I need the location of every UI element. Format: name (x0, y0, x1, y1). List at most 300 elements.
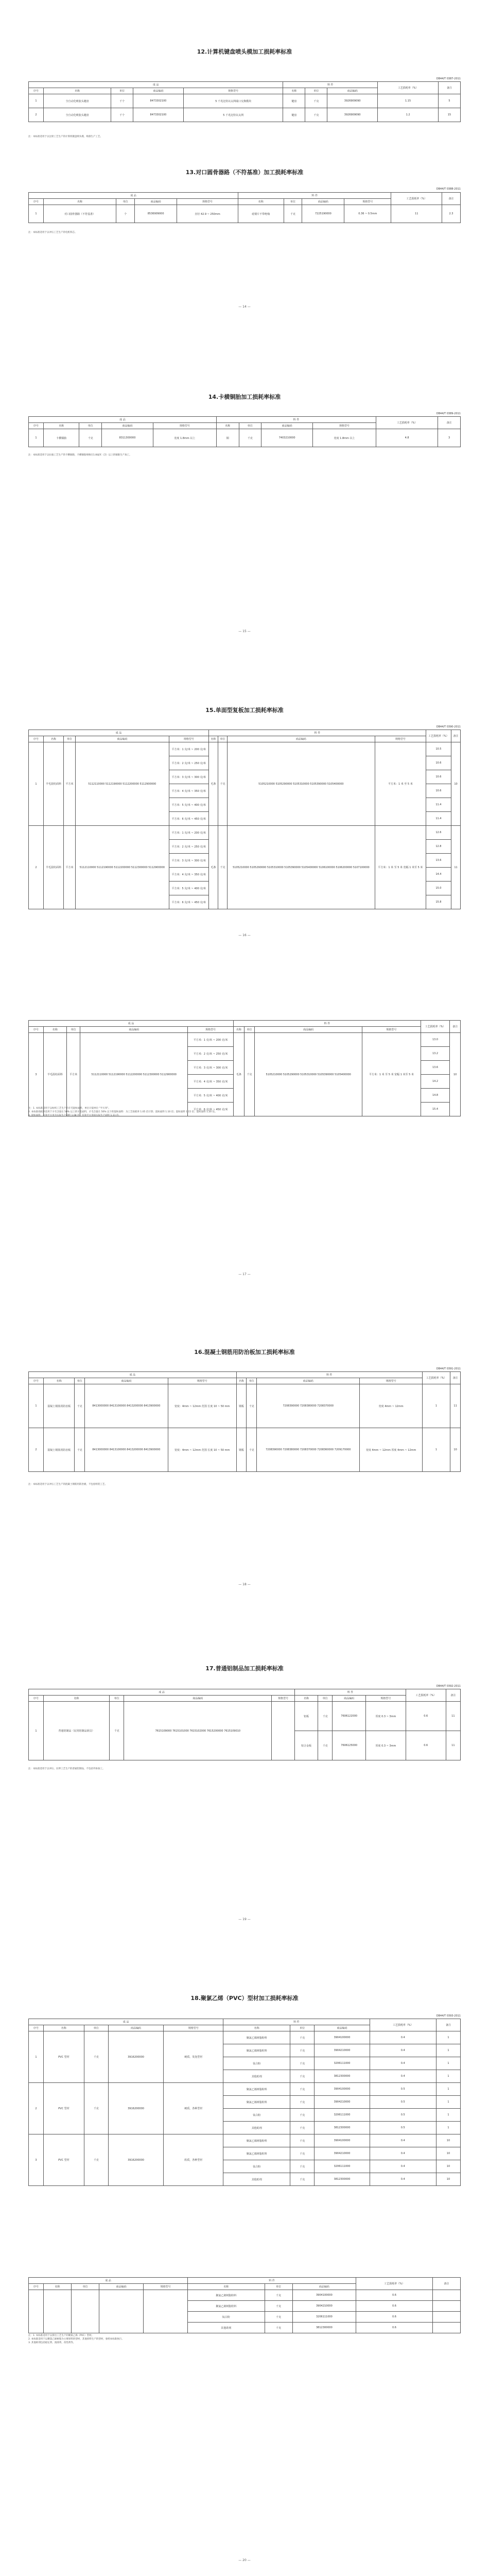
cell-loss: 0.6 (406, 1702, 446, 1731)
header-materials: 料 件 (295, 1689, 406, 1696)
cell-loss: 15.0 (426, 882, 451, 895)
header-remark: 备注 (432, 2278, 460, 2290)
cell-loss: 0.4 (370, 2070, 436, 2083)
header-remark: 备注 (450, 1021, 461, 1033)
cell-code: 8413000000 8413100000 8413200000 8413900000 (85, 1428, 168, 1472)
header-spec: 规格型号 (153, 423, 216, 429)
cell-loss: 13.0 (421, 1033, 450, 1047)
cell-material-unit: 千克 (290, 2083, 315, 2096)
header-no: 序号 (29, 736, 44, 742)
header-material-name: 名称 (216, 423, 239, 429)
header-unit: 单位 (66, 1027, 80, 1033)
standard-code: DB44/T 0389-2011 (436, 412, 461, 415)
table-row (29, 736, 461, 742)
table-row (29, 2019, 461, 2025)
cell-remark: 2.3 (442, 205, 461, 223)
header-materials: 料 件 (209, 730, 426, 736)
cell-no: 2 (29, 826, 44, 909)
cell-material-unit: 千克 (218, 826, 228, 909)
header-spec: 规格型号 (144, 2284, 188, 2290)
header-material-unit: 单位 (284, 199, 302, 205)
header-finished: 成 品 (29, 82, 283, 88)
cell-material-spec: 宽度 1.8mm 以上 (313, 429, 376, 447)
header-loss-rate: 工艺损耗率（%） (376, 417, 438, 429)
cell-loss: 0.6 (356, 2301, 433, 2312)
cell-material-name: 其他助剂 (223, 2173, 290, 2186)
header-unit: 单位 (63, 736, 75, 742)
cell-material-unit: 千克 (247, 1384, 257, 1428)
header-name: 名称 (44, 736, 64, 742)
cell-code: 8311300000 (102, 429, 153, 447)
cell-unit: 千个 (111, 94, 133, 108)
cell-spec (272, 1702, 295, 1760)
header-remark: 备注 (436, 2019, 460, 2031)
cell-name: 普通铝制品（民用铝制品厨具） (44, 1702, 110, 1760)
cell-code: 8413000000 8413100000 8413200000 8413900000 (85, 1384, 168, 1428)
header-code: 商品编码 (133, 88, 184, 94)
header-material-spec: 规格型号 (313, 423, 376, 429)
cell-loss: 10.5 (426, 742, 451, 756)
page-number: — 15 — (238, 630, 251, 633)
header-remark: 备注 (451, 730, 461, 742)
page-number: — 17 — (238, 1273, 251, 1276)
cell-code: 7615109000 7615101000 7615102000 7615200000 7615109010 (124, 1702, 272, 1760)
cell-material-name: 钢板 (236, 1384, 247, 1428)
cell-material-code: 3904210000 (315, 2044, 370, 2057)
cell-material-code: 7606122000 (333, 1702, 366, 1731)
cell-spec: 平方米：6 克/米 ~ 450 克/米 (188, 1103, 234, 1116)
header-name: 名称 (44, 1696, 110, 1702)
table-row (29, 1027, 461, 1033)
cell-material-spec: 0.36 ~ 0.5mm (344, 205, 391, 223)
cell-code: 3916200000 (108, 2134, 163, 2186)
cell-unit: 千个 (111, 108, 133, 122)
cell-spec: 宽度：4mm ~ 12mm 范围 长度 10 ~ 50 mm (168, 1428, 236, 1472)
cell-material-code: 7606125000 (333, 1731, 366, 1760)
cell-remark: 1 (436, 2083, 460, 2096)
table-row (29, 82, 461, 88)
header-material-spec: 规格型号 (362, 1027, 421, 1033)
cell-spec: 平方米：3 克/米 ~ 300 克/米 (169, 854, 209, 868)
header-spec: 规格型号 (188, 1027, 234, 1033)
cell-name: 羊毛混纺面料 (44, 742, 64, 826)
header-materials: 料 件 (216, 417, 376, 423)
cell-no: 1 (29, 94, 44, 108)
note-line: 3. 混纺面料，有效平方米为实际生产面积 1.08 倍，有效平方米按实际生产面积 1.11 倍。 (28, 1114, 121, 1117)
cell-loss: 0.6 (356, 2290, 433, 2301)
cell-material-name: 铝合金板 (295, 1731, 318, 1760)
header-material-name: 名称 (238, 199, 284, 205)
cell-unit: 平方米 (66, 1033, 80, 1116)
cell-material-unit: 千克 (290, 2160, 315, 2173)
cell-material-unit: 千克 (290, 2096, 315, 2109)
cell-remark (432, 2312, 460, 2323)
cell-material-code: 3812300000 (292, 2323, 356, 2333)
note-line: 2. 本标准适用于以聚氯乙烯树脂为主要原料的型材，其他原料生产的型材，参照本标准执行。 (28, 2338, 124, 2341)
cell-loss: 0.4 (370, 2173, 436, 2186)
cell-material-name: 钢板 (236, 1428, 247, 1472)
header-unit: 单位 (116, 199, 135, 205)
cell-code: 8473302100 (133, 94, 184, 108)
cell-spec: 平方米：5 克/米 ~ 400 克/米 (169, 798, 209, 812)
cell-loss: 0.4 (370, 2147, 436, 2160)
cell-name (44, 2290, 72, 2333)
page-number: — 19 — (238, 1918, 251, 1921)
standard-code: DB44/T 0388-2011 (436, 188, 461, 191)
header-material-code: 商品编码 (302, 199, 344, 205)
cell-code: 3916200000 (108, 2083, 163, 2134)
cell-no: 3 (29, 2134, 44, 2186)
header-spec: 规格型号 (164, 2025, 223, 2031)
header-material-unit: 单位 (290, 2025, 315, 2031)
cell-material-unit: 千克 (305, 94, 327, 108)
table-note: 注：本标准适用于以拉拔工艺生产的卡横铜胎，卡横铜胎规格在1.8毫米（含）以上的铜胎生产加工。 (28, 454, 132, 456)
header-spec: 规格型号 (169, 736, 209, 742)
cell-material-unit: 千克 (239, 429, 261, 447)
cell-remark (432, 2290, 460, 2301)
header-material-name: 名称 (283, 88, 305, 94)
header-unit: 单位 (75, 1378, 85, 1384)
table-row (29, 94, 461, 108)
header-code: 商品编码 (102, 423, 153, 429)
cell-material-name: 其他助剂 (188, 2323, 265, 2333)
cell-remark: 11 (446, 1731, 460, 1760)
header-materials: 料 件 (238, 193, 391, 199)
cell-remark: 1 (436, 2057, 460, 2070)
cell-no: 1 (29, 742, 44, 826)
cell-material-code: 3812300000 (315, 2173, 370, 2186)
cell-spec: 直径 42.9 ~ 250mm (177, 205, 238, 223)
cell-material-code: 5105210000 5105290000 5105310000 5105390000 5105400000 5106100000 5106200000 5107100000 (227, 826, 375, 909)
table-row (29, 826, 461, 840)
header-name: 名称 (44, 1378, 75, 1384)
page-number: — 14 — (238, 305, 251, 309)
cell-name: 全自动化喷胶头键盘 (44, 108, 111, 122)
cell-no: 1 (29, 1702, 44, 1760)
cell-no: 2 (29, 108, 44, 122)
header-name: 名称 (44, 423, 79, 429)
header-materials: 料 件 (236, 1372, 422, 1378)
standard-code: DB44/T 0392-2011 (436, 1685, 461, 1688)
cell-remark (432, 2323, 460, 2333)
cell-loss: 0.6 (356, 2323, 433, 2333)
table-note: 注：本标准适用于以冲压、拉伸工艺生产的普通铝制品，不包括外协加工。 (28, 1768, 105, 1770)
header-material-name: 名称 (188, 2284, 265, 2290)
table-row (29, 2083, 461, 2096)
header-loss-rate: 工艺损耗率（%） (421, 1021, 450, 1033)
header-finished: 成 品 (29, 1689, 295, 1696)
cell-remark: 10 (450, 1033, 461, 1116)
header-loss-rate: 工艺损耗率（%） (422, 1372, 450, 1384)
table-row (29, 1378, 461, 1384)
header-remark: 备注 (439, 82, 461, 94)
cell-remark: 10 (436, 2147, 460, 2160)
cell-spec: 5 千兆比特以太网端口交换模块 (183, 94, 283, 108)
section-title: 16.混凝土钢筋用防治板加工损耗率标准 (194, 1349, 295, 1355)
cell-name: 对口圆骨器路（不符基准） (44, 205, 116, 223)
cell-code: 5112110000 5112190000 5112200000 5112300000 5112900000 (80, 1033, 188, 1116)
cell-loss: 14.8 (421, 1089, 450, 1103)
cell-material-name: 毛条 (234, 1033, 244, 1116)
header-finished: 成 品 (29, 2019, 223, 2025)
cell-remark: 1 (436, 2044, 460, 2057)
header-loss-rate: 工艺损耗率（%） (426, 730, 451, 742)
header-remark: 备注 (438, 417, 461, 429)
cell-loss: 0.4 (370, 2160, 436, 2173)
cell-loss: 13.6 (426, 854, 451, 868)
page-number: — 18 — (238, 1583, 251, 1586)
cell-material-spec: 宽度 4mm ~ 12mm (360, 1384, 422, 1428)
section-title: 14.卡横铜胎加工损耗率标准 (208, 394, 281, 400)
cell-loss: 1.15 (378, 94, 439, 108)
header-finished: 成 品 (29, 417, 217, 423)
cell-material-unit: 千克 (290, 2057, 315, 2070)
cell-loss: 0.6 (406, 1731, 446, 1760)
loss-rate-table (28, 1689, 461, 1760)
cell-material-spec: 厚度 0.3 ~ 3mm (365, 1702, 406, 1731)
cell-material-unit: 千克 (265, 2323, 292, 2333)
cell-material-name: 钛白粉 (223, 2109, 290, 2122)
cell-loss: 12.6 (426, 826, 451, 840)
header-material-code: 商品编码 (333, 1696, 366, 1702)
cell-material-name: 键盘 (283, 108, 305, 122)
cell-material-code: 3206111000 (315, 2160, 370, 2173)
loss-rate-table (28, 1371, 461, 1472)
cell-unit: 千克 (84, 2134, 108, 2186)
header-code: 商品编码 (135, 199, 177, 205)
cell-material-name: 毛条 (209, 826, 218, 909)
cell-material-code: 3904100000 (292, 2290, 356, 2301)
table-note: 注：本标准适用于以注射工艺生产的计算机键盘喷头模，喷漆生产工艺。 (28, 135, 102, 138)
cell-no: 1 (29, 205, 44, 223)
table-row (29, 1702, 461, 1731)
section-title: 17.普通铝制品加工损耗率标准 (205, 1665, 284, 1672)
cell-material-name: 键盘 (283, 94, 305, 108)
cell-loss: 11 (391, 205, 442, 223)
cell-material-spec: 宽度 4mm ~ 12mm 厚度 4mm ~ 12mm (360, 1428, 422, 1472)
cell-material-unit: 千克 (244, 1033, 255, 1116)
loss-rate-table (28, 730, 461, 909)
cell-no: 3 (29, 1033, 44, 1116)
cell-spec: 平方米：5 克/米 ~ 400 克/米 (169, 882, 209, 895)
cell-unit: 个 (116, 205, 135, 223)
cell-material-name: 铝板 (295, 1702, 318, 1731)
cell-material-name: 聚氯乙烯树脂粒料 (223, 2096, 290, 2109)
cell-material-code: 3926909090 (327, 94, 378, 108)
cell-unit: 千克 (75, 1384, 85, 1428)
header-material-code: 商品编码 (255, 1027, 362, 1033)
cell-loss: 10.6 (426, 784, 451, 798)
header-remark: 备注 (450, 1372, 461, 1384)
cell-material-name: 其他助剂 (223, 2122, 290, 2134)
cell-code: 5112110000 5112190000 5112200000 5112300000 5112900000 (76, 826, 169, 909)
header-material-code: 商品编码 (315, 2025, 370, 2031)
cell-material-unit: 千克 (290, 2044, 315, 2057)
header-material-unit: 单位 (318, 1696, 333, 1702)
cell-loss: 11.4 (426, 812, 451, 826)
header-material-name: 名称 (236, 1378, 247, 1384)
header-no: 序号 (29, 1378, 44, 1384)
header-materials: 料 件 (188, 2278, 356, 2284)
cell-material-code: 7403210000 (261, 429, 313, 447)
cell-unit: 千克 (84, 2083, 108, 2134)
cell-remark: 5 (439, 94, 461, 108)
header-loss-rate: 工艺损耗率（%） (356, 2278, 433, 2290)
cell-remark: 11 (451, 826, 461, 909)
cell-material-code: 3904100000 (315, 2031, 370, 2044)
table-row (29, 1021, 461, 1027)
cell-material-name: 钛白粉 (223, 2160, 290, 2173)
header-finished: 成 品 (29, 2278, 188, 2284)
note-line: 注：1. 本标准适用于以挤出工艺生产的聚氯乙烯（PVC）型材。 (28, 2334, 94, 2337)
standard-code: DB44/T 0390-2011 (436, 725, 461, 728)
cell-loss: 12.8 (426, 840, 451, 854)
header-no: 序号 (29, 88, 44, 94)
header-code: 商品编码 (108, 2025, 163, 2031)
header-material-unit: 单位 (218, 736, 228, 742)
cell-code: 8473302100 (133, 108, 184, 122)
cell-material-code: 3206111000 (292, 2312, 356, 2323)
header-materials: 料 件 (234, 1021, 421, 1027)
cell-spec: 平方米：2 克/米 ~ 250 克/米 (169, 840, 209, 854)
header-material-name: 名称 (209, 736, 218, 742)
cell-remark: 1 (436, 2109, 460, 2122)
loss-rate-table-continued (28, 1020, 461, 1116)
header-material-name: 名称 (223, 2025, 290, 2031)
cell-name: 混凝土钢筋用防治板 (44, 1384, 75, 1428)
header-finished: 成 品 (29, 730, 209, 736)
cell-spec: 平方米：5 克/米 ~ 400 克/米 (188, 1089, 234, 1103)
cell-material-name: 聚氯乙烯树脂粒料 (188, 2301, 265, 2312)
header-name: 名称 (44, 199, 116, 205)
note-line: 注：1. 本标准适用于以纺织工艺生产的羊毛混纺面料，单位计量单位 "平方米"。 (28, 1107, 111, 1110)
cell-material-code: 3904100000 (315, 2083, 370, 2096)
header-name: 名称 (44, 1027, 67, 1033)
cell-spec (144, 2290, 188, 2333)
header-finished: 成 品 (29, 1372, 237, 1378)
header-unit: 单位 (111, 88, 133, 94)
section-title: 18.聚氯乙烯（PVC）型材加工损耗率标准 (190, 1995, 299, 2002)
header-material-code: 商品编码 (227, 736, 375, 742)
header-loss-rate: 工艺损耗率（%） (378, 82, 439, 94)
cell-material-name: 聚氯乙烯树脂粉料 (223, 2134, 290, 2147)
cell-loss: 13.2 (421, 1047, 450, 1061)
cell-spec: 硬质，各种型材 (164, 2083, 223, 2134)
cell-material-code: 3206111000 (315, 2057, 370, 2070)
header-material-name: 名称 (295, 1696, 318, 1702)
cell-material-name: 毛条 (209, 742, 218, 826)
table-row (29, 2278, 461, 2284)
table-row (29, 193, 461, 199)
cell-loss: 15.8 (426, 895, 451, 909)
header-loss-rate: 工艺损耗率（%） (406, 1689, 446, 1702)
table-row (29, 2031, 461, 2044)
cell-loss: 4.8 (376, 429, 438, 447)
header-materials: 料 件 (223, 2019, 370, 2025)
cell-loss: 0.4 (370, 2044, 436, 2057)
table-row (29, 205, 461, 223)
header-material-unit: 单位 (244, 1027, 255, 1033)
cell-material-name: 聚氯乙烯树脂粒料 (223, 2147, 290, 2160)
cell-unit: 千克 (79, 429, 102, 447)
cell-material-unit: 千克 (290, 2070, 315, 2083)
header-no: 序号 (29, 199, 44, 205)
cell-material-name: 硅钢片不带绝缘 (238, 205, 284, 223)
loss-rate-table (28, 192, 461, 223)
cell-spec: 平方米：2 克/米 ~ 250 克/米 (188, 1047, 234, 1061)
table-note (28, 2334, 461, 2345)
cell-code: 5112110000 5112190000 5112200000 5112900000 (76, 742, 169, 826)
cell-loss: 11.4 (426, 798, 451, 812)
header-material-unit: 单位 (305, 88, 327, 94)
table-row (29, 1428, 461, 1472)
cell-material-unit: 千克 (305, 108, 327, 122)
header-spec: 规格型号 (183, 88, 283, 94)
section-title: 13.对口圆骨器路（不符基准）加工损耗率标准 (185, 169, 304, 176)
header-material-spec: 规格型号 (344, 199, 391, 205)
header-material-spec: 规格型号 (375, 736, 426, 742)
header-unit: 单位 (84, 2025, 108, 2031)
table-note: 注：本标准适用于以冲压工艺生产的混凝土钢筋用防治板，不包括组装工艺。 (28, 1483, 107, 1486)
cell-material-unit: 千克 (247, 1428, 257, 1472)
cell-material-unit: 千克 (265, 2290, 292, 2301)
cell-loss: 15.4 (421, 1103, 450, 1116)
cell-remark: 1 (436, 2031, 460, 2044)
cell-remark: 10 (436, 2160, 460, 2173)
cell-spec: 平方米：3 克/米 ~ 300 克/米 (169, 770, 209, 784)
cell-loss: 0.5 (370, 2083, 436, 2096)
header-name: 名称 (44, 2025, 84, 2031)
cell-unit: 千克 (110, 1702, 124, 1760)
cell-no: 2 (29, 1428, 44, 1472)
cell-material-name: 其他助剂 (223, 2070, 290, 2083)
cell-material-code: 3904210000 (292, 2301, 356, 2312)
cell-material-unit: 千克 (290, 2147, 315, 2160)
cell-material-unit: 千克 (218, 742, 228, 826)
page-number: — 16 — (238, 934, 251, 937)
cell-remark: 11 (450, 1384, 461, 1428)
cell-spec: 平方米：6 克/米 ~ 450 克/米 (169, 895, 209, 909)
note-line: 3. 其他助剂包括稳定剂、润滑剂、改性剂等。 (28, 2342, 76, 2344)
cell-material-code: 7208390000 7208380000 7208370000 7208360000 7209170000 (257, 1428, 360, 1472)
header-spec: 规格型号 (168, 1378, 236, 1384)
header-loss-rate: 工艺损耗率（%） (391, 193, 442, 205)
cell-material-code: 3904210000 (315, 2147, 370, 2160)
cell-remark: 10 (436, 2173, 460, 2186)
cell-loss: 0.5 (370, 2096, 436, 2109)
cell-remark (432, 2301, 460, 2312)
table-row (29, 1384, 461, 1428)
header-material-unit: 单位 (239, 423, 261, 429)
note-line: 2. 本标准损耗率适用于羊毛含量在 50% 以上的羊毛面料，羊毛含量在 50% 以下的混纺面料：为工艺损耗率 1.05 倍计算；混纺面料 1.10 倍；混纺面料 1.15 倍；混纺面料 1.20 倍。 (28, 1111, 217, 1113)
header-remark: 备注 (442, 193, 461, 205)
cell-remark: 10 (436, 2134, 460, 2147)
cell-loss: 0.4 (370, 2134, 436, 2147)
cell-spec: 平方米：3 克/米 ~ 300 克/米 (188, 1061, 234, 1075)
header-material-unit: 单位 (247, 1378, 257, 1384)
header-material-code: 商品编码 (261, 423, 313, 429)
header-material-name: 名称 (234, 1027, 244, 1033)
cell-spec: 平方米：1 克/米 ~ 200 克/米 (188, 1033, 234, 1047)
cell-material-name: 聚氯乙烯树脂粉料 (223, 2031, 290, 2044)
table-row (29, 1033, 461, 1047)
header-code: 商品编码 (80, 1027, 188, 1033)
cell-unit (72, 2290, 99, 2333)
header-no: 序号 (29, 423, 44, 429)
header-unit: 单位 (79, 423, 102, 429)
header-material-code: 商品编码 (292, 2284, 356, 2290)
cell-material-code: 5105210000 5105290000 5105310000 5105390000 5105400000 (227, 742, 375, 826)
